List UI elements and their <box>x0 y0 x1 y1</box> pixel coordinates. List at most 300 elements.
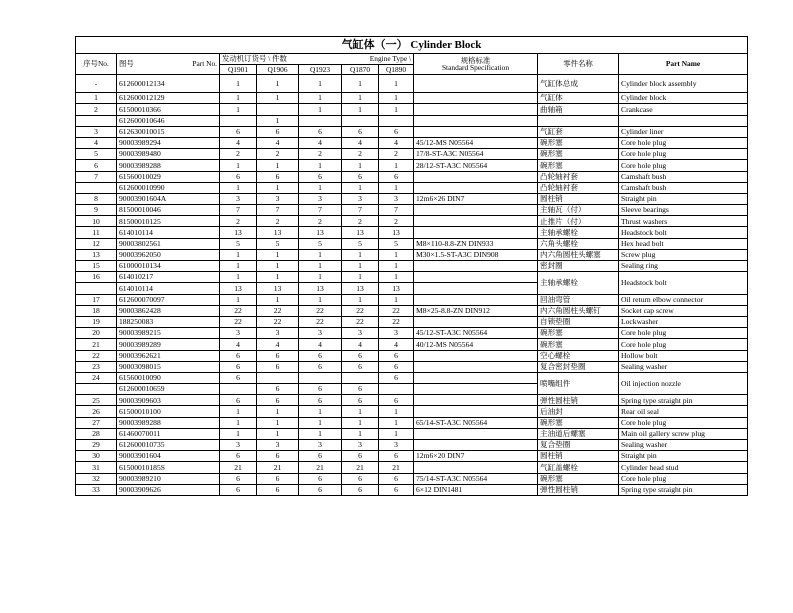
quantity-cell: 3 <box>299 193 342 204</box>
spec-cell: 12m6×20 DIN7 <box>414 451 538 462</box>
part-number-cell: 81500010125 <box>117 216 220 227</box>
quantity-cell: 1 <box>257 160 299 171</box>
quantity-cell <box>299 115 342 126</box>
quantity-cell <box>220 115 257 126</box>
part-number-cell: 614010114 <box>117 283 220 294</box>
table-row <box>76 473 748 484</box>
table-row <box>76 305 748 316</box>
part-name-cn-cell: 气缸体总成 <box>538 75 619 93</box>
quantity-cell: 13 <box>257 227 299 238</box>
quantity-cell: 1 <box>220 417 257 428</box>
table-row <box>76 440 748 451</box>
part-name-en-cell: Cylinder block <box>619 93 748 104</box>
spec-cell <box>414 440 538 451</box>
part-number-cell: 90003989210 <box>117 473 220 484</box>
part-number-cell: 612600012134 <box>117 75 220 93</box>
quantity-cell: 6 <box>342 171 379 182</box>
spec-cell <box>414 428 538 439</box>
table-row <box>76 261 748 272</box>
quantity-cell: 21 <box>379 462 414 473</box>
part-number-cell: 90003862428 <box>117 305 220 316</box>
quantity-cell: 1 <box>220 406 257 417</box>
quantity-cell: 1 <box>220 104 257 115</box>
quantity-cell: 1 <box>342 104 379 115</box>
quantity-cell: 6 <box>257 484 299 495</box>
quantity-cell: 6 <box>299 171 342 182</box>
spec-cell <box>414 261 538 272</box>
part-name-cn-cell: 主轴瓦（付） <box>538 205 619 216</box>
spec-cell: 40/12-MS N05564 <box>414 339 538 350</box>
quantity-cell <box>257 104 299 115</box>
table-row <box>76 484 748 495</box>
part-name-en-cell: Main oil gallery screw plug <box>619 428 748 439</box>
part-name-cn-cell: 曲轴箱 <box>538 104 619 115</box>
part-name-cn-cell: 碗形塞 <box>538 328 619 339</box>
quantity-cell: 1 <box>299 428 342 439</box>
quantity-cell: 1 <box>299 406 342 417</box>
engine-type-q1923: Q1923 <box>299 65 342 75</box>
part-name-cn-cell: 气缸体 <box>538 93 619 104</box>
part-name-cn-cell: 碗形塞 <box>538 473 619 484</box>
seq-cell: 20 <box>76 328 117 339</box>
quantity-cell: 6 <box>257 171 299 182</box>
part-number-cell: 612630010015 <box>117 126 220 137</box>
quantity-cell: 6 <box>342 384 379 395</box>
table-row <box>76 361 748 372</box>
quantity-cell: 1 <box>220 249 257 260</box>
quantity-cell: 6 <box>257 350 299 361</box>
quantity-cell: 1 <box>257 417 299 428</box>
quantity-cell: 13 <box>379 227 414 238</box>
quantity-cell: 2 <box>342 216 379 227</box>
quantity-cell: 3 <box>257 440 299 451</box>
table-row <box>76 428 748 439</box>
quantity-cell: 3 <box>379 328 414 339</box>
spec-cell: 6×12 DIN1481 <box>414 484 538 495</box>
spec-cell <box>414 171 538 182</box>
seq-cell: 27 <box>76 417 117 428</box>
quantity-cell: 21 <box>220 462 257 473</box>
quantity-cell: 1 <box>342 417 379 428</box>
part-number-cell: 90003989288 <box>117 417 220 428</box>
quantity-cell: 1 <box>342 75 379 93</box>
quantity-cell: 6 <box>257 473 299 484</box>
part-name-cn-cell: 自锁垫圈 <box>538 316 619 327</box>
part-number-cell: 61500010100 <box>117 406 220 417</box>
spec-cell <box>414 272 538 283</box>
part-name-en-cell: Sealing washer <box>619 361 748 372</box>
spec-cell <box>414 104 538 115</box>
quantity-cell: 2 <box>220 149 257 160</box>
part-name-en-cell: Camshaft bush <box>619 171 748 182</box>
part-name-cn-cell: 喷嘴组件 <box>538 372 619 394</box>
part-number-cell: 90003989288 <box>117 160 220 171</box>
part-number-cell: 612600070097 <box>117 294 220 305</box>
table-row <box>76 395 748 406</box>
quantity-cell: 21 <box>342 462 379 473</box>
part-name-en-cell: Core hole plug <box>619 160 748 171</box>
quantity-cell: 2 <box>299 149 342 160</box>
quantity-cell: 2 <box>220 216 257 227</box>
part-name-cn-cell: 气缸套 <box>538 126 619 137</box>
table-row <box>76 75 748 93</box>
quantity-cell: 5 <box>379 238 414 249</box>
part-number-cell: 90003909626 <box>117 484 220 495</box>
part-name-en-cell: Core hole plug <box>619 473 748 484</box>
spec-cell <box>414 462 538 473</box>
spec-cell <box>414 75 538 93</box>
part-name-cn-cell: 主轴承螺栓 <box>538 227 619 238</box>
quantity-cell: 1 <box>220 272 257 283</box>
quantity-cell: 6 <box>257 395 299 406</box>
part-number-cell: 90003962621 <box>117 350 220 361</box>
spec-cell: M8×25-8.8-ZN DIN912 <box>414 305 538 316</box>
quantity-cell: 2 <box>379 149 414 160</box>
part-number-cell: 612600010735 <box>117 440 220 451</box>
engine-type-q1906: Q1906 <box>257 65 299 75</box>
table-row <box>76 272 748 283</box>
table-row <box>76 249 748 260</box>
quantity-cell <box>342 372 379 383</box>
spec-cell <box>414 384 538 395</box>
quantity-cell: 3 <box>379 440 414 451</box>
table-row <box>76 149 748 160</box>
table-row <box>76 462 748 473</box>
part-number-cell: 614010114 <box>117 227 220 238</box>
seq-cell: 8 <box>76 193 117 204</box>
header-name-cn: 零件名称 <box>538 54 619 75</box>
table-row <box>76 205 748 216</box>
quantity-cell: 7 <box>257 205 299 216</box>
spec-cell: 17/8-ST-A3C N05564 <box>414 149 538 160</box>
spec-cell <box>414 294 538 305</box>
part-name-cn-cell: 主轴承螺栓 <box>538 272 619 294</box>
quantity-cell: 2 <box>257 149 299 160</box>
seq-cell <box>76 115 117 126</box>
seq-cell: 17 <box>76 294 117 305</box>
quantity-cell: 3 <box>220 328 257 339</box>
part-number-cell: 90003962050 <box>117 249 220 260</box>
part-number-cell: 61500010185S <box>117 462 220 473</box>
spec-cell <box>414 316 538 327</box>
seq-cell: 11 <box>76 227 117 238</box>
quantity-cell: 6 <box>220 395 257 406</box>
part-name-en-cell: Hollow bolt <box>619 350 748 361</box>
quantity-cell: 6 <box>220 451 257 462</box>
quantity-cell: 3 <box>220 440 257 451</box>
table-row <box>76 137 748 148</box>
quantity-cell: 1 <box>257 93 299 104</box>
spec-cell: 28/12-ST-A3C N05564 <box>414 160 538 171</box>
quantity-cell: 22 <box>342 305 379 316</box>
part-number-cell: 90003909603 <box>117 395 220 406</box>
quantity-cell: 6 <box>342 126 379 137</box>
part-name-en-cell: Oil injection nozzle <box>619 372 748 394</box>
part-name-en-cell: Core hole plug <box>619 339 748 350</box>
quantity-cell: 1 <box>257 75 299 93</box>
part-number-cell: 90003989294 <box>117 137 220 148</box>
table-row <box>76 316 748 327</box>
quantity-cell: 7 <box>220 205 257 216</box>
spec-cell <box>414 406 538 417</box>
quantity-cell: 1 <box>257 115 299 126</box>
seq-cell: 28 <box>76 428 117 439</box>
part-name-en-cell: Hex head bolt <box>619 238 748 249</box>
quantity-cell: 1 <box>342 406 379 417</box>
part-number-cell: 90003098015 <box>117 361 220 372</box>
quantity-cell: 22 <box>257 305 299 316</box>
quantity-cell: 6 <box>299 126 342 137</box>
quantity-cell: 22 <box>299 316 342 327</box>
engine-type-q1870: Q1870 <box>342 65 379 75</box>
quantity-cell: 1 <box>220 261 257 272</box>
seq-cell: 21 <box>76 339 117 350</box>
table-row <box>76 216 748 227</box>
quantity-cell: 1 <box>379 261 414 272</box>
seq-cell: 15 <box>76 261 117 272</box>
quantity-cell: 1 <box>342 182 379 193</box>
quantity-cell: 21 <box>257 462 299 473</box>
quantity-cell: 1 <box>379 417 414 428</box>
part-name-en-cell: Camshaft bush <box>619 182 748 193</box>
quantity-cell: 4 <box>379 137 414 148</box>
seq-cell: 13 <box>76 249 117 260</box>
part-name-en-cell <box>619 115 748 126</box>
quantity-cell: 6 <box>220 484 257 495</box>
table-row <box>76 417 748 428</box>
quantity-cell: 21 <box>299 462 342 473</box>
quantity-cell: 2 <box>342 149 379 160</box>
part-name-en-cell: Core hole plug <box>619 417 748 428</box>
part-number-cell: 61500010366 <box>117 104 220 115</box>
quantity-cell: 13 <box>257 283 299 294</box>
quantity-cell: 3 <box>257 328 299 339</box>
part-number-cell: 614010217 <box>117 272 220 283</box>
quantity-cell: 6 <box>257 384 299 395</box>
quantity-cell: 13 <box>342 227 379 238</box>
quantity-cell: 22 <box>220 316 257 327</box>
seq-cell: 33 <box>76 484 117 495</box>
seq-cell: 24 <box>76 372 117 383</box>
part-name-en-cell: Straight pin <box>619 193 748 204</box>
quantity-cell: 22 <box>379 305 414 316</box>
seq-cell: 2 <box>76 104 117 115</box>
parts-sheet <box>75 36 747 496</box>
quantity-cell: 6 <box>379 171 414 182</box>
spec-cell: 12m6×26 DIN7 <box>414 193 538 204</box>
part-name-cn-cell: 复合密封垫圈 <box>538 361 619 372</box>
table-row <box>76 451 748 462</box>
seq-cell: 16 <box>76 272 117 283</box>
quantity-cell: 22 <box>299 305 342 316</box>
quantity-cell: 6 <box>220 350 257 361</box>
part-number-cell: 61460070011 <box>117 428 220 439</box>
part-name-cn-cell: 弹性圆柱销 <box>538 395 619 406</box>
seq-cell: 22 <box>76 350 117 361</box>
seq-cell: 7 <box>76 171 117 182</box>
part-number-cell: 81500010046 <box>117 205 220 216</box>
part-name-cn-cell: 碗形塞 <box>538 339 619 350</box>
spec-cell <box>414 361 538 372</box>
part-name-en-cell: Headstock bolt <box>619 272 748 294</box>
spec-cell: 45/12-ST-A3C N05564 <box>414 328 538 339</box>
quantity-cell: 22 <box>342 316 379 327</box>
quantity-cell: 3 <box>342 440 379 451</box>
quantity-cell: 7 <box>379 205 414 216</box>
quantity-cell <box>342 115 379 126</box>
quantity-cell: 13 <box>220 227 257 238</box>
quantity-cell: 6 <box>342 350 379 361</box>
seq-cell: - <box>76 75 117 93</box>
table-row <box>76 193 748 204</box>
seq-cell: 18 <box>76 305 117 316</box>
part-name-en-cell: Core hole plug <box>619 328 748 339</box>
part-name-cn-cell: 碗形塞 <box>538 417 619 428</box>
seq-cell <box>76 182 117 193</box>
quantity-cell: 22 <box>379 316 414 327</box>
part-name-cn-cell: 碗形塞 <box>538 149 619 160</box>
table-row <box>76 372 748 383</box>
part-name-cn-cell: 内六角圆柱头螺钉 <box>538 305 619 316</box>
part-name-cn-cell: 后油封 <box>538 406 619 417</box>
seq-cell <box>76 384 117 395</box>
quantity-cell <box>220 384 257 395</box>
quantity-cell: 6 <box>299 350 342 361</box>
spec-cell: M30×1.5-ST-A3C DIN908 <box>414 249 538 260</box>
spec-cell: 45/12-MS N05564 <box>414 137 538 148</box>
part-name-en-cell: Rear oil seal <box>619 406 748 417</box>
quantity-cell: 6 <box>220 361 257 372</box>
part-name-en-cell: Spring type straight pin <box>619 484 748 495</box>
quantity-cell: 3 <box>379 193 414 204</box>
header-seq: 序号No. <box>76 54 117 75</box>
part-name-en-cell: Lockwasher <box>619 316 748 327</box>
spec-cell <box>414 227 538 238</box>
part-name-en-cell: Straight pin <box>619 451 748 462</box>
table-row <box>76 406 748 417</box>
quantity-cell: 6 <box>342 473 379 484</box>
quantity-cell: 2 <box>257 216 299 227</box>
header-name-en: Part Name <box>619 54 748 75</box>
seq-cell: 29 <box>76 440 117 451</box>
table-row <box>76 182 748 193</box>
seq-cell: 25 <box>76 395 117 406</box>
quantity-cell: 1 <box>342 261 379 272</box>
spec-cell <box>414 115 538 126</box>
part-name-cn-cell: 复合垫圈 <box>538 440 619 451</box>
part-number-cell: 90003802561 <box>117 238 220 249</box>
part-name-cn-cell: 密封圈 <box>538 261 619 272</box>
part-name-en-cell: Socket cap screw <box>619 305 748 316</box>
quantity-cell: 1 <box>299 294 342 305</box>
quantity-cell: 1 <box>379 75 414 93</box>
quantity-cell: 1 <box>299 272 342 283</box>
quantity-cell: 3 <box>257 193 299 204</box>
part-number-cell: 612600012129 <box>117 93 220 104</box>
quantity-cell: 1 <box>379 249 414 260</box>
quantity-cell: 1 <box>257 406 299 417</box>
quantity-cell: 3 <box>342 193 379 204</box>
quantity-cell: 1 <box>299 160 342 171</box>
quantity-cell: 6 <box>379 395 414 406</box>
quantity-cell: 13 <box>299 227 342 238</box>
quantity-cell: 1 <box>379 272 414 283</box>
quantity-cell: 22 <box>257 316 299 327</box>
seq-cell <box>76 283 117 294</box>
parts-rows <box>76 75 748 496</box>
quantity-cell: 6 <box>379 350 414 361</box>
quantity-cell: 6 <box>299 361 342 372</box>
quantity-cell: 6 <box>257 126 299 137</box>
part-name-en-cell: Core hole plug <box>619 137 748 148</box>
quantity-cell <box>379 384 414 395</box>
quantity-cell: 13 <box>342 283 379 294</box>
quantity-cell: 6 <box>379 126 414 137</box>
part-name-cn-cell: 内六角圆柱头螺塞 <box>538 249 619 260</box>
part-name-cn-cell: 气缸盖螺栓 <box>538 462 619 473</box>
seq-cell: 23 <box>76 361 117 372</box>
quantity-cell: 13 <box>220 283 257 294</box>
quantity-cell: 1 <box>379 104 414 115</box>
part-name-en-cell: Cylinder liner <box>619 126 748 137</box>
quantity-cell: 6 <box>299 384 342 395</box>
table-row <box>76 171 748 182</box>
quantity-cell: 1 <box>379 160 414 171</box>
quantity-cell: 7 <box>342 205 379 216</box>
quantity-cell: 6 <box>299 484 342 495</box>
spec-cell <box>414 126 538 137</box>
quantity-cell: 3 <box>299 440 342 451</box>
quantity-cell: 2 <box>379 216 414 227</box>
quantity-cell: 2 <box>299 216 342 227</box>
part-name-cn-cell: 凸轮轴衬套 <box>538 182 619 193</box>
quantity-cell: 1 <box>299 93 342 104</box>
seq-cell: 10 <box>76 216 117 227</box>
table-title: 气缸体（一） Cylinder Block <box>76 37 748 54</box>
table-row <box>76 115 748 126</box>
part-name-cn-cell <box>538 115 619 126</box>
quantity-cell: 6 <box>342 484 379 495</box>
part-name-en-cell: Crankcase <box>619 104 748 115</box>
quantity-cell: 1 <box>342 93 379 104</box>
quantity-cell: 1 <box>299 182 342 193</box>
quantity-cell: 1 <box>299 249 342 260</box>
quantity-cell: 1 <box>299 417 342 428</box>
quantity-cell <box>379 115 414 126</box>
part-name-cn-cell: 碗形塞 <box>538 137 619 148</box>
part-name-en-cell: Core hole plug <box>619 149 748 160</box>
quantity-cell: 13 <box>299 283 342 294</box>
part-name-en-cell: Spring type straight pin <box>619 395 748 406</box>
part-number-cell: 61560010090 <box>117 372 220 383</box>
quantity-cell: 5 <box>342 238 379 249</box>
spec-cell <box>414 205 538 216</box>
quantity-cell: 1 <box>257 294 299 305</box>
quantity-cell: 1 <box>342 249 379 260</box>
part-number-cell: 188250083 <box>117 316 220 327</box>
quantity-cell: 6 <box>299 451 342 462</box>
quantity-cell: 6 <box>342 361 379 372</box>
part-name-cn-cell: 主油道后螺塞 <box>538 428 619 439</box>
part-name-cn-cell: 弹性圆柱销 <box>538 484 619 495</box>
part-name-en-cell: Cylinder block assembly <box>619 75 748 93</box>
quantity-cell: 6 <box>299 395 342 406</box>
quantity-cell: 3 <box>299 328 342 339</box>
table-row <box>76 294 748 305</box>
quantity-cell: 1 <box>220 93 257 104</box>
quantity-cell: 3 <box>220 193 257 204</box>
quantity-cell: 1 <box>299 75 342 93</box>
